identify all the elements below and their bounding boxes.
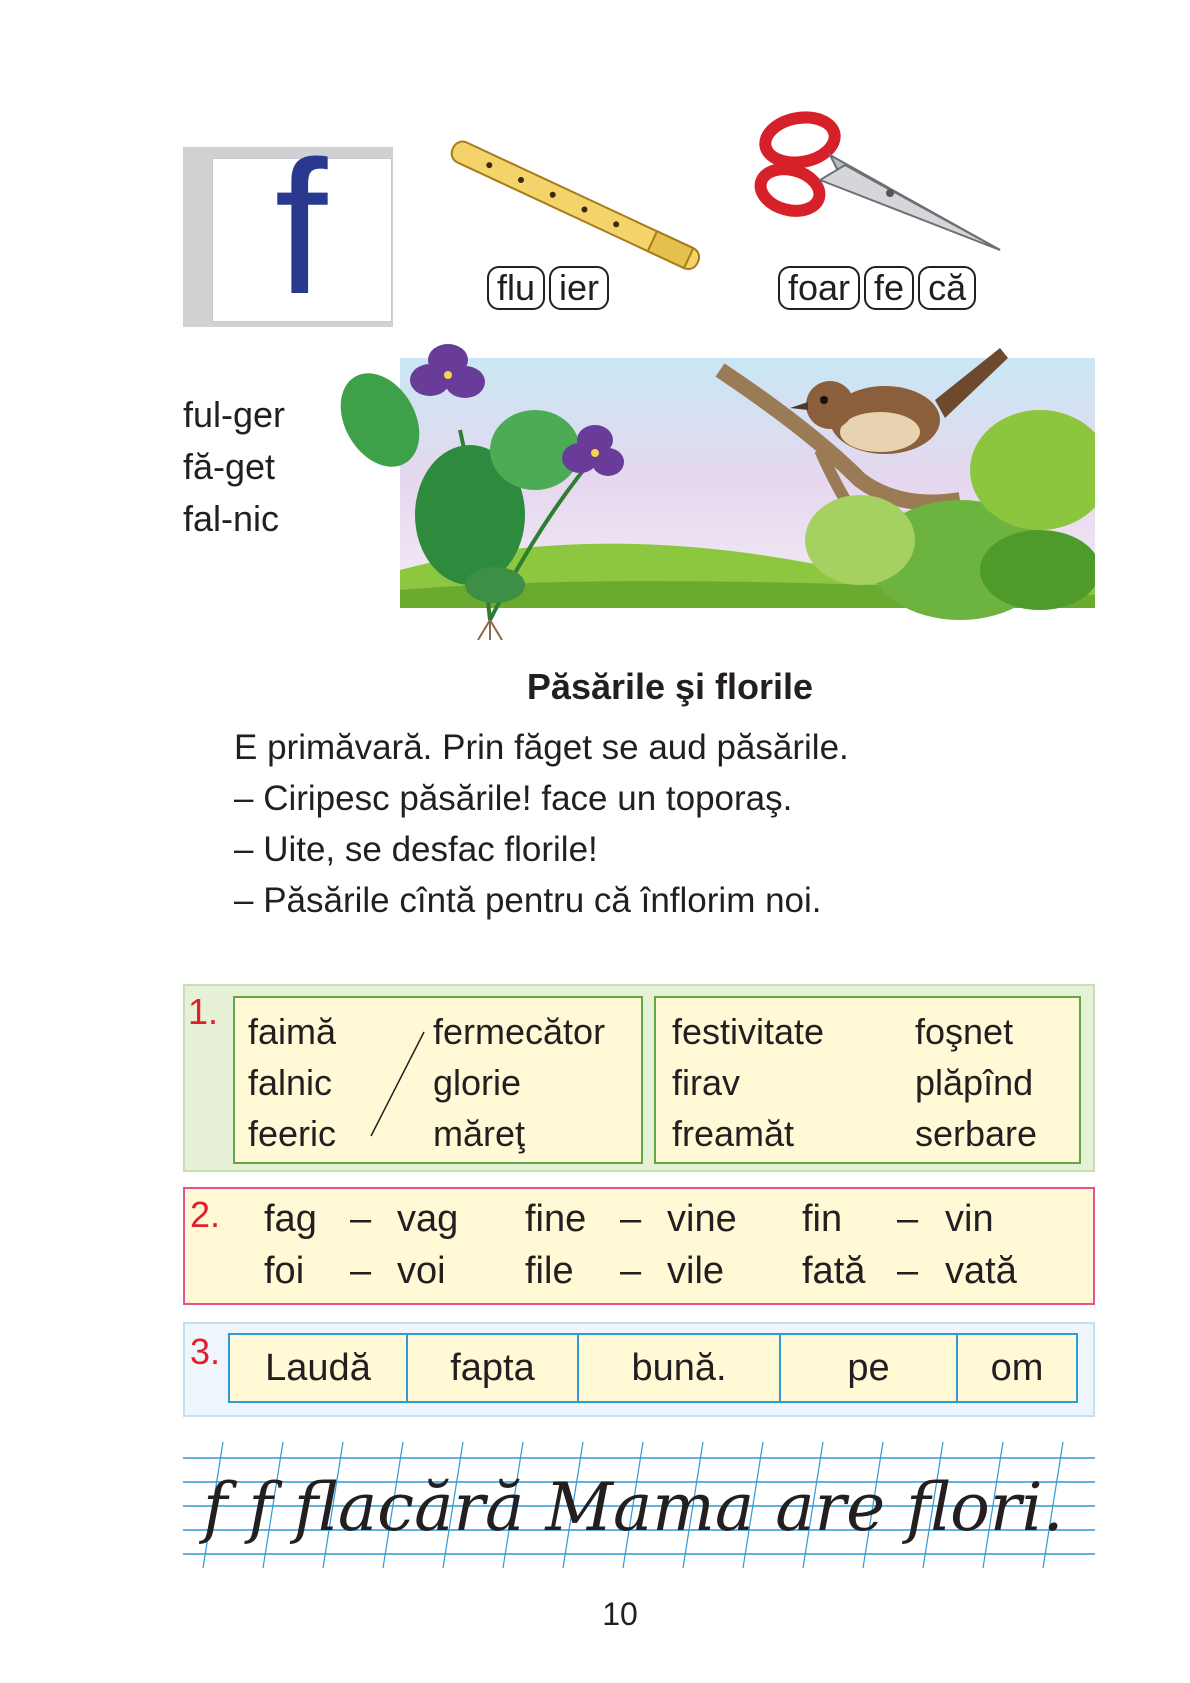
word: glorie <box>433 1062 522 1103</box>
word-pair-group <box>397 1193 458 1297</box>
word: foi <box>264 1250 305 1292</box>
word-pair-group <box>264 1193 317 1297</box>
syllabified-word-list <box>183 389 285 545</box>
word: vag <box>397 1198 459 1240</box>
flute-icon <box>420 130 720 280</box>
featured-letter: f <box>274 122 328 334</box>
dash: – <box>620 1198 642 1240</box>
word: festivitate <box>672 1011 825 1052</box>
story-line: – Păsările cîntă pentru că înflorim noi. <box>234 881 822 920</box>
syllable-chip: că <box>918 266 976 310</box>
handwriting-practice <box>183 1440 1095 1570</box>
dash-column <box>350 1193 371 1297</box>
dash: – <box>897 1198 919 1240</box>
word: file <box>525 1250 574 1292</box>
word-pair-group <box>802 1193 865 1297</box>
story-line: E primăvară. Prin făget se aud păsările. <box>234 728 849 767</box>
story-line: – Ciripesc păsările! face un toporaş. <box>234 779 793 818</box>
word: foşnet <box>915 1011 1014 1052</box>
scissors-icon <box>750 105 1010 265</box>
dash: – <box>350 1250 372 1292</box>
exercise-number: 2. <box>190 1194 221 1235</box>
word: fin <box>802 1198 843 1240</box>
list-item: fal-nic <box>183 498 280 539</box>
handwriting-guidelines <box>183 1440 1095 1570</box>
word: falnic <box>248 1062 333 1103</box>
syllable-chip: fe <box>864 266 914 310</box>
list-item: ful-ger <box>183 394 286 435</box>
syllable-chip: foar <box>778 266 860 310</box>
exercise-1-column <box>248 1006 336 1159</box>
word-cell: pe <box>781 1335 958 1401</box>
word: vin <box>945 1198 994 1240</box>
word-pair-group <box>525 1193 586 1297</box>
word: firav <box>672 1062 741 1103</box>
word-strip <box>228 1333 1078 1403</box>
violets-and-bird-illustration <box>340 340 1095 640</box>
word: faimă <box>248 1011 337 1052</box>
word: vile <box>667 1250 725 1292</box>
word: plăpînd <box>915 1062 1034 1103</box>
dash: – <box>350 1198 372 1240</box>
word-cell: bună. <box>579 1335 781 1401</box>
word-cell: Laudă <box>230 1335 408 1401</box>
story-text <box>234 722 849 926</box>
dash-column <box>620 1193 641 1297</box>
syllable-chip: ier <box>549 266 609 310</box>
word: fag <box>264 1198 317 1240</box>
matching-line <box>367 1030 427 1140</box>
word-cell: om <box>990 1346 1044 1389</box>
flute-syllables <box>487 266 613 310</box>
dash: – <box>897 1250 919 1292</box>
word-cell: fapta <box>408 1335 579 1401</box>
dash-column <box>897 1193 918 1297</box>
dash: – <box>620 1250 642 1292</box>
word: fine <box>525 1198 587 1240</box>
word: fată <box>802 1250 866 1292</box>
scissors-syllables <box>778 266 980 310</box>
syllable-chip: flu <box>487 266 545 310</box>
exercise-1-column <box>433 1006 605 1159</box>
story-title: Păsările şi florile <box>526 666 814 707</box>
word: vine <box>667 1198 737 1240</box>
word: măreţ <box>433 1113 526 1154</box>
exercise-number: 1. <box>188 991 219 1032</box>
word: freamăt <box>672 1113 795 1154</box>
word-pair-group <box>945 1193 1017 1297</box>
word-pair-group <box>667 1193 737 1297</box>
exercise-number: 3. <box>190 1331 221 1372</box>
handwriting-text: f f flacără Mama are flori. <box>203 1469 1064 1546</box>
exercise-1-column <box>915 1006 1037 1159</box>
page-number: 10 <box>602 1596 638 1632</box>
word: vată <box>945 1250 1017 1292</box>
word: fermecător <box>433 1011 606 1052</box>
list-item: fă-get <box>183 446 276 487</box>
story-line: – Uite, se desfac florile! <box>234 830 598 869</box>
word: feeric <box>248 1113 337 1154</box>
word: voi <box>397 1250 446 1292</box>
exercise-1-column <box>672 1006 824 1159</box>
word: serbare <box>915 1113 1038 1154</box>
